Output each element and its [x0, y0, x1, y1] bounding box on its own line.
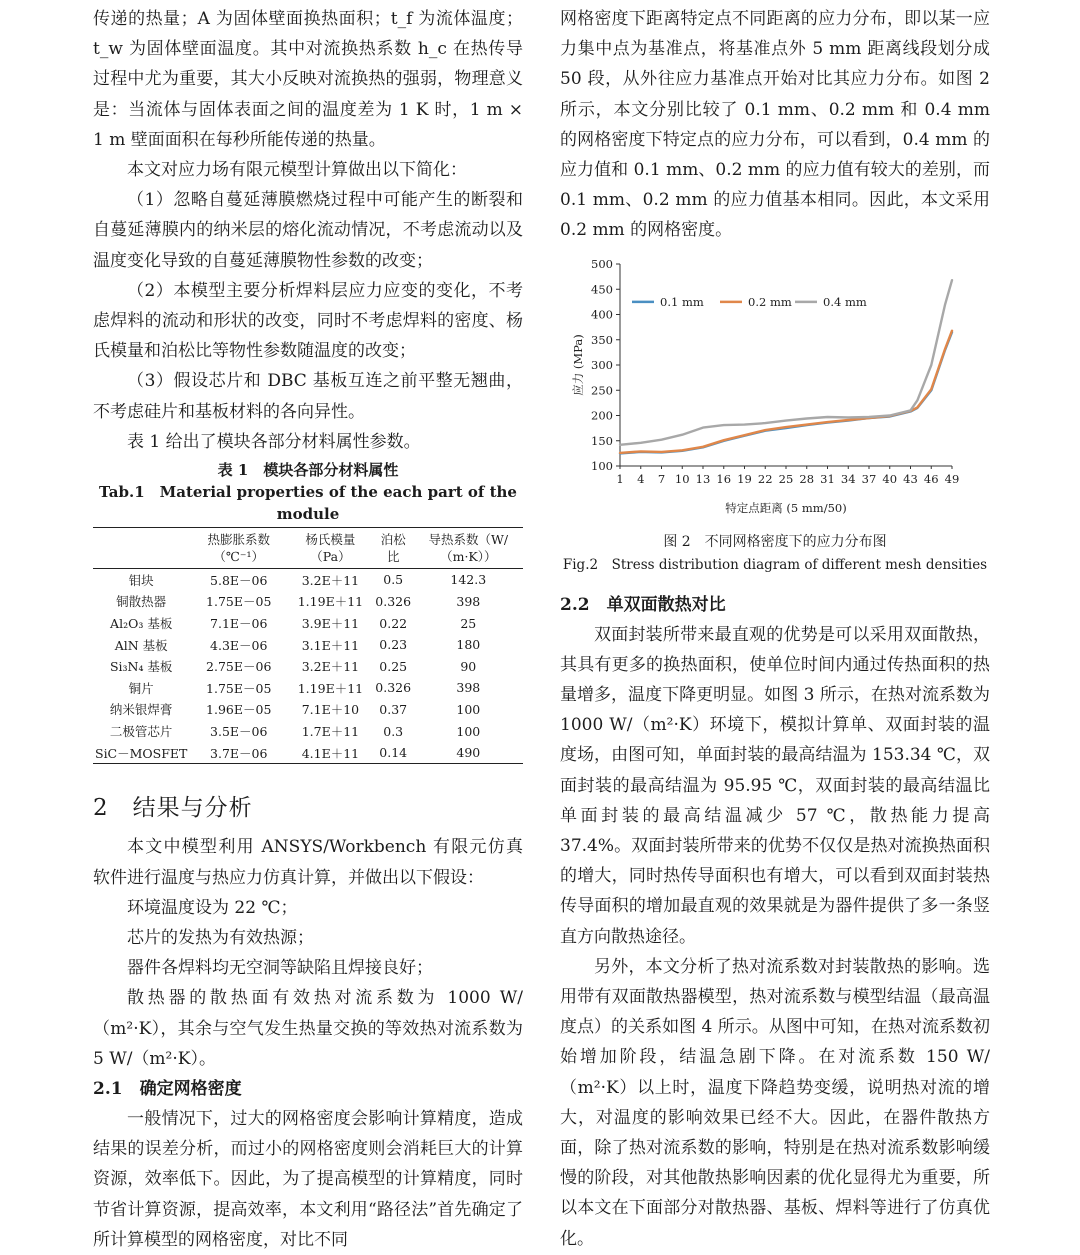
- series-line-0: [620, 332, 952, 453]
- table-cell: AlN 基板: [114, 637, 168, 653]
- table-cell: 二极管芯片: [109, 724, 173, 739]
- table-cell: 0.326: [375, 593, 412, 609]
- table-cell: 7.1E＋10: [301, 702, 360, 718]
- x-tick-label: 43: [903, 471, 918, 486]
- table-cell: 1.19E＋11: [297, 594, 364, 610]
- stress-chart: [560, 254, 990, 524]
- table-cell: 0.22: [379, 615, 408, 631]
- legend-label-0: 0.1 mm: [660, 294, 704, 309]
- table-cell: 0.326: [375, 680, 412, 696]
- left-column: [93, 4, 523, 1255]
- table-cell: 5.8E－06: [210, 572, 268, 588]
- subsection-title-2-2: 2.2 单双面散热对比: [560, 594, 726, 615]
- table-row: [93, 742, 523, 764]
- y-tick-label: 250: [591, 382, 613, 397]
- assumption-convection: 散热器的散热面有效热对流系数为 1000 W/（m²·K），其余与空气发生热量交换的等效热对流系数为 5 W/（m²·K）。: [93, 988, 523, 1069]
- stress-chart-svg: [560, 254, 990, 524]
- table-cell: 2.75E－06: [206, 659, 272, 675]
- left-para-1: 传递的热量；A 为固体壁面换热面积；t_f 为流体温度；t_w 为固体壁面温度。其中对流换热系数 h_c 在热传导过程中尤为重要，其大小反映对流换热的强弱，物理意义是：当流体与固体表面之间的温度差为 1 K 时，1 m × 1 m 壁面面积在每秒所能传递的热量。: [93, 9, 523, 150]
- y-tick-label: 350: [591, 332, 613, 347]
- table-row: [93, 677, 523, 699]
- x-tick-label: 49: [944, 471, 960, 486]
- assumption-item-3: （3）假设芯片和 DBC 基板互连之前平整无翘曲，不考虑硅片和基板材料的各向异性。: [93, 371, 523, 422]
- table-cell: 3.5E－06: [210, 724, 268, 739]
- table-cell: Al₂O₃ 基板: [110, 616, 173, 632]
- table-cell: 1.19E＋11: [297, 680, 364, 696]
- y-tick-label: 200: [591, 408, 613, 423]
- table-cell: 4.3E－06: [210, 637, 268, 653]
- table-row: [93, 720, 523, 742]
- table-header-cell: 泊松比: [373, 528, 414, 569]
- table-cell: 180: [456, 637, 481, 653]
- subsection-title-2-1: 2.1 确定网格密度: [93, 1079, 242, 1100]
- table-cell: 纳米银焊膏: [109, 702, 173, 718]
- section-title: 2 结果与分析: [93, 795, 253, 822]
- right-column: [560, 4, 990, 1254]
- table-cell: 1.96E－05: [206, 702, 272, 718]
- y-tick-label: 300: [591, 357, 613, 372]
- table-cell: 4.1E＋11: [288, 742, 373, 764]
- table-cell: 3.2E＋11: [301, 572, 360, 588]
- table-cell: 90: [460, 658, 477, 674]
- table-header-cell: 热膨胀系数（℃⁻¹）: [189, 528, 288, 569]
- right-para-3: 另外，本文分析了热对流系数对封装散热的影响。选用带有双面散热器模型，热对流系数与模型结温（最高温度点）的关系如图 4 所示。从图中可知，在热对流系数初始增加阶段，结温急剧下降。在对流系数 150 W/（m²·K）以上时，温度下降趋势变缓，说明热对流的增大，对温度的影响效果已经不大。因此，在器件散热方面，除了热对流系数的影响，特别是在热对流系数影响缓慢的阶段，对其他散热影响因素的优化显得尤为重要，所以本文在下面部分对散热器、基板、焊料等进行了仿真优化。: [560, 956, 990, 1249]
- x-tick-label: 34: [840, 471, 856, 486]
- table-cell: 铜散热器: [116, 594, 167, 610]
- table-cell: 0.5: [383, 572, 404, 588]
- x-axis-label: 特定点距离 (5 mm/50): [725, 500, 847, 515]
- x-tick-label: 28: [799, 471, 815, 486]
- table-cell: 398: [456, 680, 481, 696]
- table-cell: 1.7E＋11: [301, 724, 360, 739]
- left-para-2: 本文对应力场有限元模型计算做出以下简化：: [127, 160, 467, 181]
- x-tick-label: 31: [820, 471, 835, 486]
- table-row: [93, 655, 523, 677]
- table-cell: Si₃N₄ 基板: [109, 659, 173, 675]
- table-title-cn: 表 1 模块各部分材料属性: [217, 461, 399, 480]
- table-cell: 490: [414, 742, 523, 764]
- table-cell: 3.9E＋11: [301, 616, 360, 632]
- assumption-heat: 芯片的发热为有效热源；: [127, 928, 314, 948]
- right-para-1: 网格密度下距离特定点不同距离的应力分布，即以某一应力集中点为基准点，将基准点外 5 mm 距离线段划分成 50 段，从外往应力基准点开始对比其应力分布。如图 2 所示，本文分别比较了 0.1 mm、0.2 mm 和 0.4 mm 的网格密度下特定点的应力分布，可以看到，0.4 mm 的应力值和 0.1 mm、0.2 mm 的应力值有较大的差别，而 0.1 mm、0.2 mm 的应力值基本相同。因此，本文采用 0.2 mm 的网格密度。: [560, 9, 990, 241]
- assumption-env: 环境温度设为 22 ℃；: [127, 897, 298, 918]
- x-tick-label: 13: [695, 471, 711, 486]
- table-cell: 3.2E＋11: [301, 659, 360, 675]
- table-header-cell: 导热系数（W/（m·K））: [414, 528, 523, 569]
- table-cell: 100: [456, 723, 481, 739]
- table-cell: 3.7E－06: [189, 742, 288, 764]
- series-line-1: [620, 330, 952, 452]
- assumption-item-2: （2）本模型主要分析焊料层应力应变的变化，不考虑焊料的流动和形状的改变，同时不考虑焊料的密度、杨氏模量和泊松比等物性参数随温度的改变；: [93, 280, 523, 362]
- table-body: [93, 569, 523, 764]
- y-tick-label: 150: [591, 433, 613, 448]
- table-cell: 0.3: [383, 723, 404, 739]
- table-row: [93, 569, 523, 591]
- table-title-en: Tab.1 Material properties of the each part of the module: [99, 483, 517, 524]
- table-header-cell: [93, 528, 189, 569]
- x-tick-label: 1: [616, 471, 624, 486]
- assumption-solder: 器件各焊料均无空洞等缺陷且焊接良好；: [127, 958, 433, 979]
- y-tick-label: 500: [591, 256, 613, 271]
- figure-caption-en: Fig.2 Stress distribution diagram of different mesh densities: [562, 556, 988, 573]
- table-header-cell: 杨氏模量（Pa）: [288, 528, 373, 569]
- x-tick-label: 25: [778, 471, 794, 486]
- left-para-4: 本文中模型利用 ANSYS/Workbench 有限元仿真软件进行温度与热应力仿真计算，并做出以下假设：: [93, 837, 523, 888]
- table-cell: 1.75E－05: [206, 680, 272, 696]
- table-row: [93, 634, 523, 656]
- table-row: [93, 591, 523, 613]
- legend-label-2: 0.4 mm: [823, 294, 867, 309]
- figure-caption-cn: 图 2 不同网格密度下的应力分布图: [663, 533, 887, 550]
- x-tick-label: 16: [716, 471, 732, 486]
- table-cell: 3.1E＋11: [301, 637, 360, 653]
- x-tick-label: 10: [674, 471, 690, 486]
- x-tick-label: 22: [757, 471, 773, 486]
- y-axis-label: 应力 (MPa): [571, 333, 585, 396]
- y-tick-label: 100: [591, 458, 613, 473]
- table-cell: 0.14: [373, 742, 414, 764]
- x-tick-label: 19: [737, 471, 752, 486]
- left-para-3: 表 1 给出了模块各部分材料属性参数。: [127, 431, 421, 452]
- table-cell: 1.75E－05: [206, 594, 272, 610]
- y-tick-label: 400: [591, 307, 613, 322]
- table-row: [93, 699, 523, 721]
- table-cell: 25: [460, 615, 477, 631]
- x-tick-label: 7: [657, 471, 666, 486]
- table-cell: 7.1E－06: [210, 616, 268, 632]
- assumption-item-1: （1）忽略自蔓延薄膜燃烧过程中可能产生的断裂和自蔓延薄膜内的纳米层的熔化流动情况，不考虑流动以及温度变化导致的自蔓延薄膜物性参数的改变；: [93, 190, 523, 271]
- table-cell: 398: [456, 593, 481, 609]
- x-tick-label: 37: [861, 471, 877, 486]
- x-tick-label: 40: [882, 471, 898, 486]
- table-cell: 钼块: [128, 572, 154, 588]
- table-cell: 142.3: [450, 572, 487, 588]
- y-tick-label: 450: [591, 281, 613, 296]
- table-cell: 100: [456, 701, 481, 717]
- table-cell: 0.23: [379, 637, 408, 653]
- material-table: [93, 527, 523, 764]
- left-para-5: 一般情况下，过大的网格密度会影响计算精度，造成结果的误差分析，而过小的网格密度则会消耗巨大的计算资源，效率低下。因此，为了提高模型的计算精度，同时节省计算资源，提高效率，本文利用“路径法”首先确定了所计算模型的网格密度，对比不同: [93, 1109, 523, 1250]
- table-cell: 0.25: [379, 658, 408, 674]
- table-row: [93, 612, 523, 634]
- x-tick-label: 46: [923, 471, 939, 486]
- table-cell: 铜片: [128, 680, 154, 696]
- right-para-2: 双面封装所带来最直观的优势是可以采用双面散热，其具有更多的换热面积，使单位时间内通过传热面积的热量增多，温度下降更明显。如图 3 所示，在热对流系数为 1000 W/（m²·K）环境下，模拟计算单、双面封装的温度场，由图可知，单面封装的最高结温为 153.34 ℃，双面封装的最高结温为 95.95 ℃，双面封装的最高结温比单面封装的最高结温减少 57 ℃，散热能力提高 37.4%。双面封装所带来的优势不仅仅是热对流换热面积的增大，同时热传导面积也有增大，可以看到双面封装热传导面积的增加最直观的效果就是为器件提供了多一条竖直方向散热途径。: [560, 624, 990, 947]
- table-cell: 0.37: [379, 701, 408, 717]
- x-tick-label: 4: [637, 471, 645, 486]
- legend-label-1: 0.2 mm: [748, 294, 792, 309]
- table-cell: SiC－MOSFET: [93, 742, 189, 764]
